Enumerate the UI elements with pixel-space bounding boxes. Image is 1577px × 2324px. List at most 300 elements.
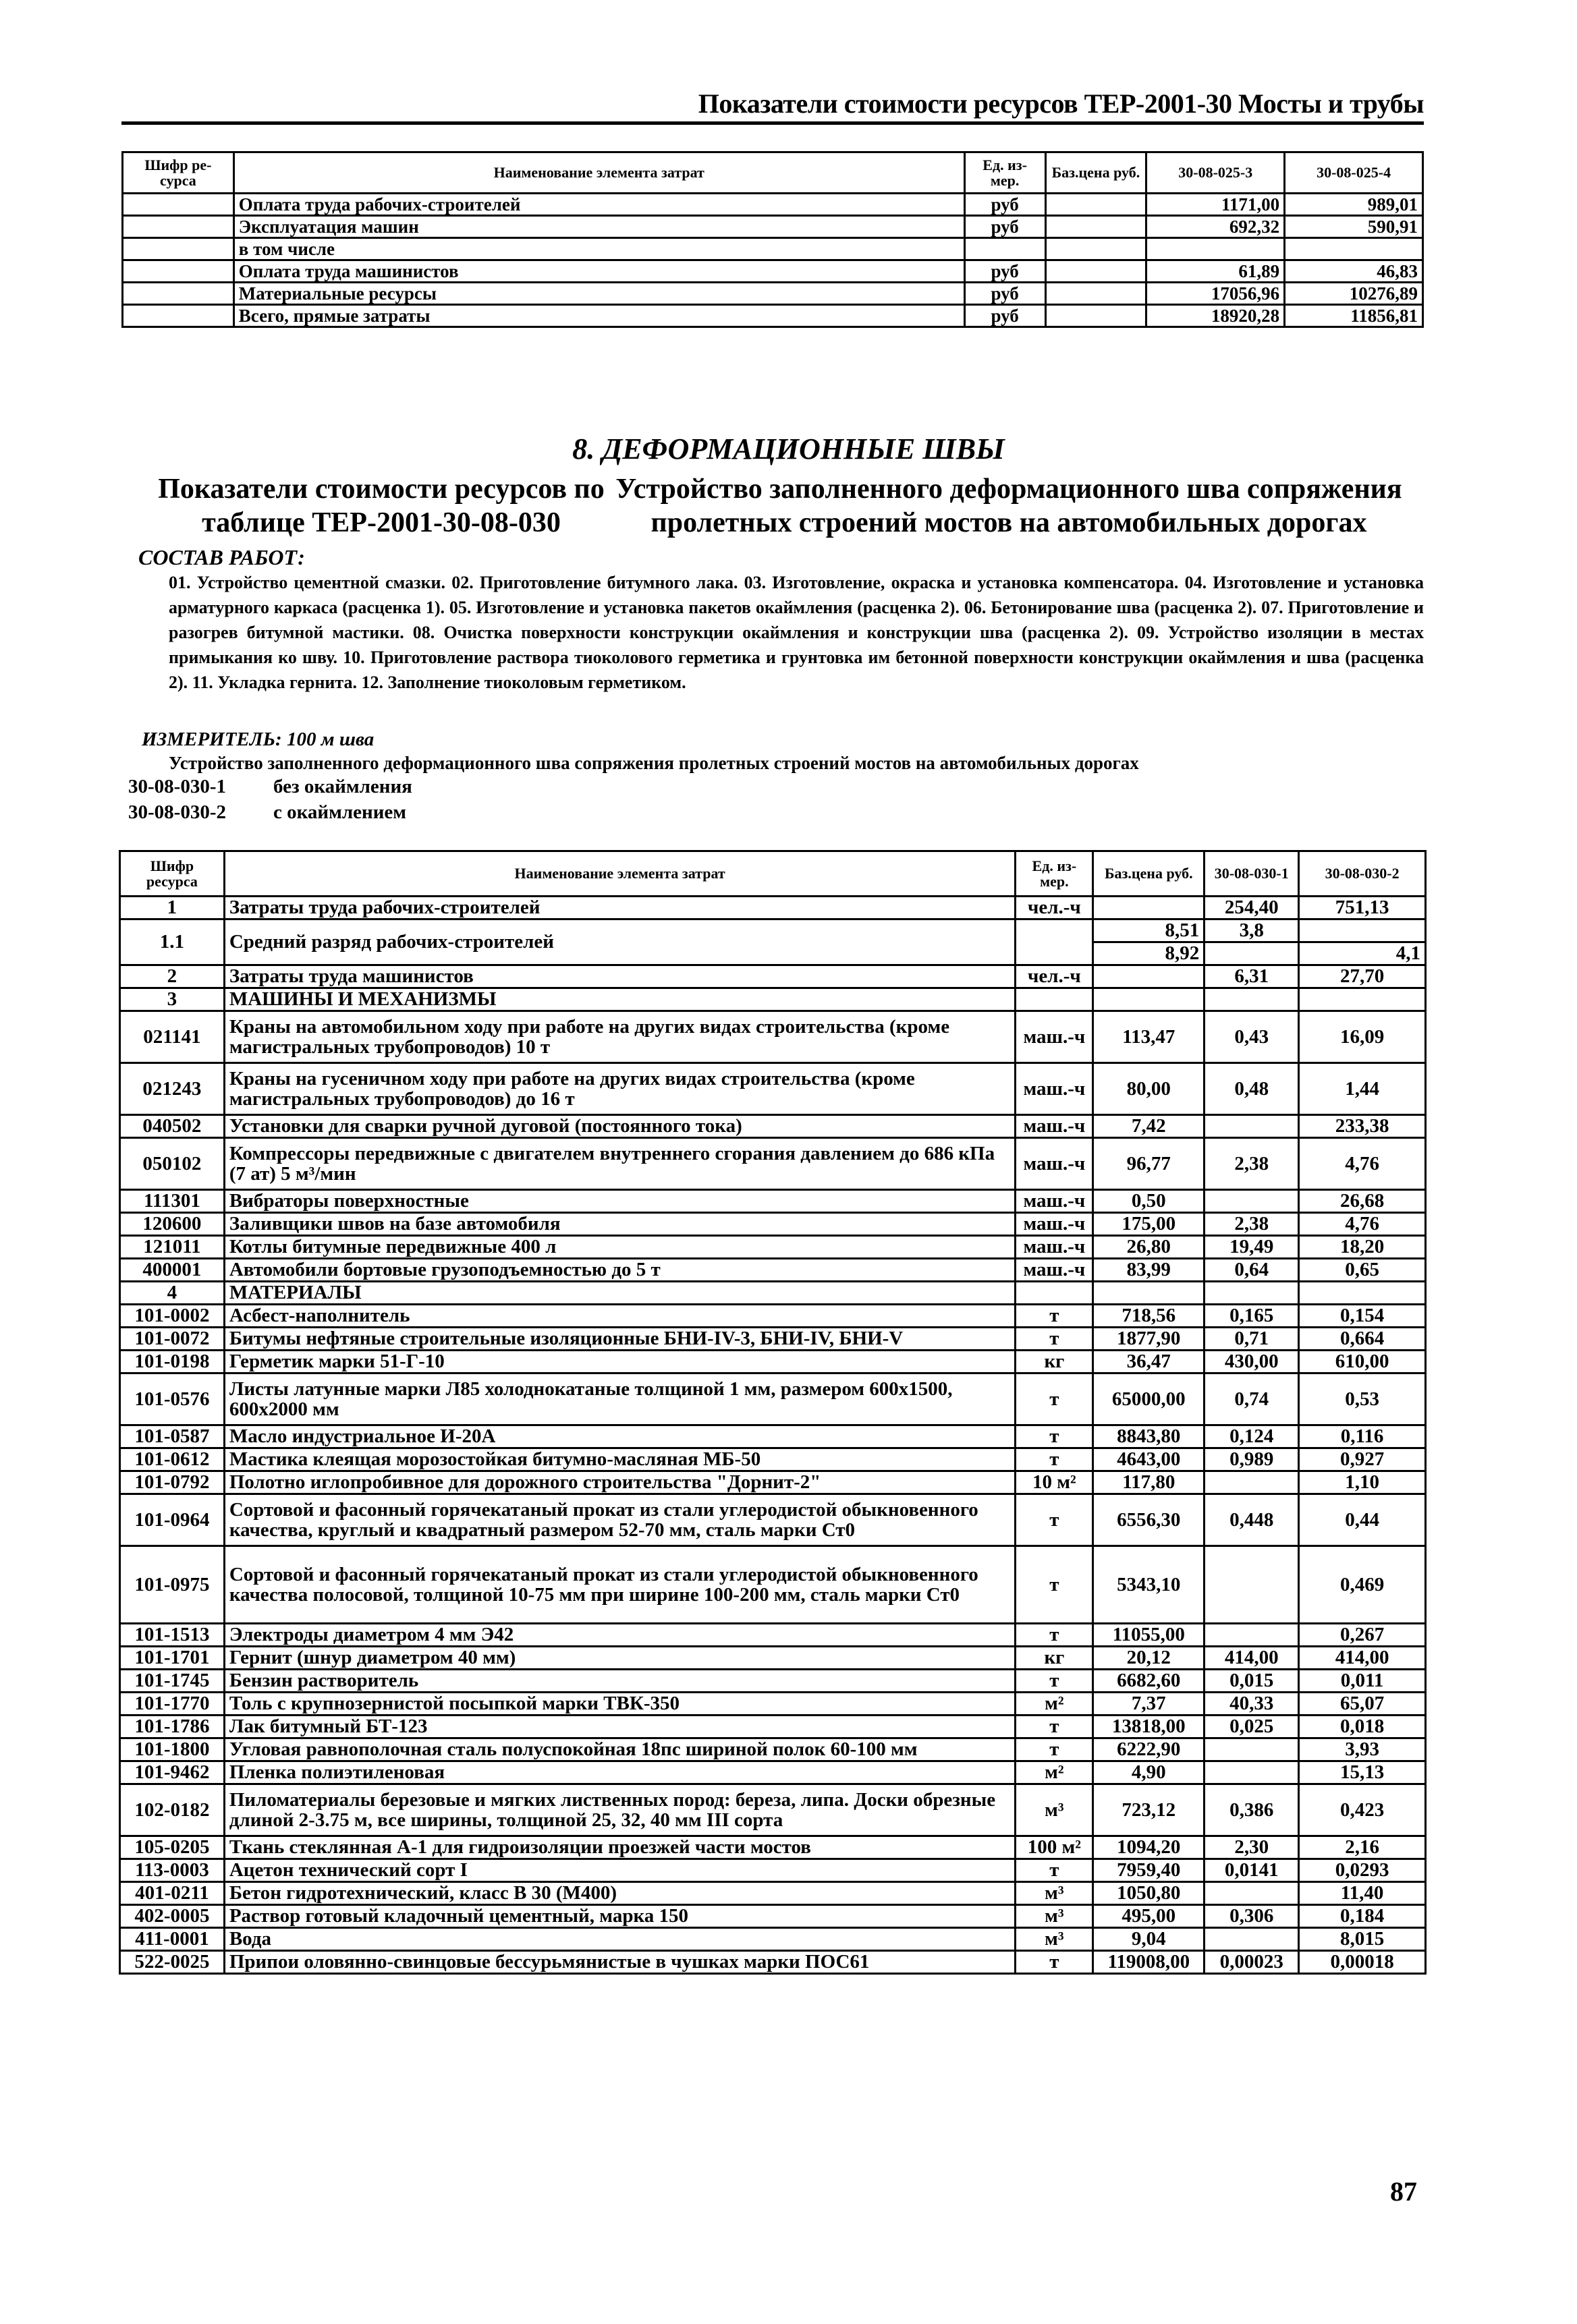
cell-name: Битумы нефтяные строительные изоляционные БНИ-IV-3, БНИ-IV, БНИ-V	[224, 1328, 1016, 1351]
cell-base-price: 8,92	[1093, 942, 1205, 965]
cell-base-price: 723,12	[1093, 1784, 1205, 1836]
table-row	[120, 988, 1426, 1011]
table-row	[123, 216, 1423, 238]
cell-v1: 2,38	[1205, 1138, 1299, 1190]
table-row	[120, 1115, 1426, 1138]
table-row	[120, 1305, 1426, 1328]
cell-v1	[1205, 1738, 1299, 1761]
cell-base-price: 20,12	[1093, 1647, 1205, 1670]
cell-unit	[1016, 988, 1093, 1011]
table-row	[120, 1138, 1426, 1190]
cell-code: 102-0182	[120, 1784, 225, 1836]
cell-unit: м³	[1016, 1784, 1093, 1836]
cell-code: 101-0198	[120, 1351, 225, 1373]
cell-v1	[1205, 1190, 1299, 1213]
sostav-heading: СОСТАВ РАБОТ:	[138, 545, 305, 569]
table-row	[123, 238, 1423, 260]
cell-base-price	[1045, 238, 1146, 260]
cell-name: Эксплуатация машин	[233, 216, 964, 238]
cell-unit: руб	[964, 194, 1045, 216]
izmeritel: ИЗМЕРИТЕЛЬ: 100 м шва	[142, 729, 375, 750]
table-row	[120, 1259, 1426, 1282]
cell-name: Средний разряд рабочих-строителей	[224, 919, 1016, 965]
cell-v1	[1205, 988, 1299, 1011]
cell-unit: руб	[964, 260, 1045, 283]
cell-v2: 0,65	[1299, 1259, 1426, 1282]
col-header-name: Наименование элемента затрат	[233, 152, 964, 194]
cell-base-price	[1045, 194, 1146, 216]
cell-base-price: 11055,00	[1093, 1624, 1205, 1647]
cell-v1	[1205, 942, 1299, 965]
cell-v2	[1299, 919, 1426, 942]
table-header-row	[120, 851, 1426, 897]
cell-code: 111301	[120, 1190, 225, 1213]
cell-base-price	[1093, 965, 1205, 988]
cell-v1: 0,64	[1205, 1259, 1299, 1282]
cell-base-price: 36,47	[1093, 1351, 1205, 1373]
table-row	[120, 1624, 1426, 1647]
cell-name: Пиломатериалы березовые и мягких лиственных пород: береза, липа. Доски обрезные длиной 2-3.75 м, все ширины, толщиной 25, 32, 40 мм III сорта	[224, 1784, 1016, 1836]
cell-unit: кг	[1016, 1647, 1093, 1670]
col-header-v2: 30-08-025-4	[1285, 152, 1423, 194]
table-row	[120, 1063, 1426, 1115]
cell-name: Лак битумный БТ-123	[224, 1716, 1016, 1738]
cell-v2: 0,011	[1299, 1670, 1426, 1693]
cell-unit: м³	[1016, 1882, 1093, 1905]
cell-v2: 233,38	[1299, 1115, 1426, 1138]
cell-code	[123, 194, 234, 216]
cell-code	[123, 238, 234, 260]
cell-unit: т	[1016, 1670, 1093, 1693]
table-row	[120, 1328, 1426, 1351]
cell-code: 101-0576	[120, 1373, 225, 1425]
cell-name: Сортовой и фасонный горячекатаный прокат из стали углеродистой обыкновенного качества полосовой, толщиной 10-75 мм при ширине 100-200 мм, сталь марки Ст0	[224, 1546, 1016, 1624]
cell-base-price: 5343,10	[1093, 1546, 1205, 1624]
cell-base-price: 13818,00	[1093, 1716, 1205, 1738]
cell-base-price: 6556,30	[1093, 1494, 1205, 1546]
cell-code: 050102	[120, 1138, 225, 1190]
cell-base-price: 26,80	[1093, 1236, 1205, 1259]
cell-name: Герметик марки 51-Г-10	[224, 1351, 1016, 1373]
cell-code: 101-0612	[120, 1448, 225, 1471]
table-row	[120, 1905, 1426, 1928]
cell-v1: 414,00	[1205, 1647, 1299, 1670]
col-header-code: Шифр ре-сурса	[123, 152, 234, 194]
table-row	[120, 1425, 1426, 1448]
cell-name: Оплата труда машинистов	[233, 260, 964, 283]
cell-v2: 0,018	[1299, 1716, 1426, 1738]
cell-base-price: 1094,20	[1093, 1836, 1205, 1859]
cell-unit: маш.-ч	[1016, 1190, 1093, 1213]
cell-code: 101-0975	[120, 1546, 225, 1624]
cell-code: 1	[120, 897, 225, 919]
cell-unit: руб	[964, 216, 1045, 238]
table-row	[120, 1836, 1426, 1859]
table-row	[123, 305, 1423, 327]
cell-name: Затраты труда рабочих-строителей	[224, 897, 1016, 919]
cell-unit: маш.-ч	[1016, 1115, 1093, 1138]
cell-name: Вода	[224, 1928, 1016, 1951]
table-row	[120, 1738, 1426, 1761]
cell-v2: 11856,81	[1285, 305, 1423, 327]
col-header-v2: 30-08-030-2	[1299, 851, 1426, 897]
table-row	[120, 1928, 1426, 1951]
cell-v1: 40,33	[1205, 1693, 1299, 1716]
cell-v2: 8,015	[1299, 1928, 1426, 1951]
table-row	[123, 260, 1423, 283]
cell-v1: 6,31	[1205, 965, 1299, 988]
cell-v1: 18920,28	[1146, 305, 1285, 327]
cell-v2: 414,00	[1299, 1647, 1426, 1670]
cell-name: Всего, прямые затраты	[233, 305, 964, 327]
cell-base-price: 119008,00	[1093, 1951, 1205, 1974]
cell-v1: 0,165	[1205, 1305, 1299, 1328]
col-header-base-price: Баз.цена руб.	[1093, 851, 1205, 897]
cell-name: МАТЕРИАЛЫ	[224, 1282, 1016, 1305]
table-row	[123, 283, 1423, 305]
right-title: Устройство заполненного деформационного шва сопряжения пролетных строений мостов на автомобильных дорогах	[615, 474, 1402, 539]
cell-base-price	[1093, 1282, 1205, 1305]
cell-name: Затраты труда машинистов	[224, 965, 1016, 988]
cell-code: 101-1513	[120, 1624, 225, 1647]
cell-code: 3	[120, 988, 225, 1011]
cell-base-price: 113,47	[1093, 1011, 1205, 1063]
cell-name: Пленка полиэтиленовая	[224, 1761, 1016, 1784]
cell-v2: 18,20	[1299, 1236, 1426, 1259]
cell-base-price: 718,56	[1093, 1305, 1205, 1328]
cell-base-price: 8843,80	[1093, 1425, 1205, 1448]
cell-v2	[1285, 238, 1423, 260]
cell-unit: кг	[1016, 1351, 1093, 1373]
cell-unit: 10 м²	[1016, 1471, 1093, 1494]
cell-name: Заливщики швов на базе автомобиля	[224, 1213, 1016, 1236]
cell-base-price: 96,77	[1093, 1138, 1205, 1190]
cell-code: 021243	[120, 1063, 225, 1115]
cell-v2: 4,76	[1299, 1138, 1426, 1190]
cell-code	[123, 216, 234, 238]
table-row	[120, 1236, 1426, 1259]
cell-name: Материальные ресурсы	[233, 283, 964, 305]
cell-unit	[1016, 919, 1093, 965]
cell-unit: т	[1016, 1716, 1093, 1738]
cell-code: 401-0211	[120, 1882, 225, 1905]
cell-v2: 0,927	[1299, 1448, 1426, 1471]
cell-v1: 0,306	[1205, 1905, 1299, 1928]
cell-unit: м³	[1016, 1905, 1093, 1928]
table-row	[120, 1213, 1426, 1236]
col-header-code: Шифр ресурса	[120, 851, 225, 897]
cell-base-price	[1045, 305, 1146, 327]
cell-v2: 27,70	[1299, 965, 1426, 988]
cell-v2: 590,91	[1285, 216, 1423, 238]
cell-name: Компрессоры передвижные с двигателем внутреннего сгорания давлением до 686 кПа (7 ат) 5 м³/мин	[224, 1138, 1016, 1190]
cell-name: Ацетон технический сорт I	[224, 1859, 1016, 1882]
cell-name: Автомобили бортовые грузоподъемностью до 5 т	[224, 1259, 1016, 1282]
header-rule	[121, 121, 1424, 125]
cell-base-price: 7,37	[1093, 1693, 1205, 1716]
table-row	[120, 1693, 1426, 1716]
cell-base-price: 1050,80	[1093, 1882, 1205, 1905]
cell-v2: 0,154	[1299, 1305, 1426, 1328]
cell-v2: 0,116	[1299, 1425, 1426, 1448]
cell-unit: т	[1016, 1425, 1093, 1448]
code-id: 30-08-030-2	[128, 801, 226, 823]
cell-v1: 0,386	[1205, 1784, 1299, 1836]
cell-v2: 4,76	[1299, 1213, 1426, 1236]
cell-v1: 0,025	[1205, 1716, 1299, 1738]
cell-code: 121011	[120, 1236, 225, 1259]
cell-unit: руб	[964, 305, 1045, 327]
resource-cost-table-2	[119, 850, 1427, 1975]
cell-unit	[1016, 1282, 1093, 1305]
cell-code: 101-0002	[120, 1305, 225, 1328]
table-row	[123, 194, 1423, 216]
cell-v2: 11,40	[1299, 1882, 1426, 1905]
code-text: без окаймления	[273, 776, 412, 797]
cell-name: Сортовой и фасонный горячекатаный прокат из стали углеродистой обыкновенного качества, круглый и квадратный размером 52-70 мм, сталь марки Ст0	[224, 1494, 1016, 1546]
cell-v2: 3,93	[1299, 1738, 1426, 1761]
cell-unit: т	[1016, 1624, 1093, 1647]
cell-base-price	[1045, 216, 1146, 238]
table-row	[120, 1494, 1426, 1546]
cell-v1: 17056,96	[1146, 283, 1285, 305]
cell-base-price	[1093, 897, 1205, 919]
cell-unit: т	[1016, 1305, 1093, 1328]
cell-name: Установки для сварки ручной дуговой (постоянного тока)	[224, 1115, 1016, 1138]
cell-code: 101-1701	[120, 1647, 225, 1670]
cell-unit: м²	[1016, 1693, 1093, 1716]
cell-v2: 0,184	[1299, 1905, 1426, 1928]
cell-v1: 61,89	[1146, 260, 1285, 283]
cell-name: в том числе	[233, 238, 964, 260]
cell-unit: маш.-ч	[1016, 1011, 1093, 1063]
cell-unit: т	[1016, 1373, 1093, 1425]
cell-v1: 0,124	[1205, 1425, 1299, 1448]
cell-code: 101-1786	[120, 1716, 225, 1738]
cell-base-price	[1093, 988, 1205, 1011]
table-row	[120, 1190, 1426, 1213]
cell-unit: т	[1016, 1859, 1093, 1882]
table-row	[120, 1859, 1426, 1882]
cell-code	[123, 283, 234, 305]
cell-name: Листы латунные марки Л85 холоднокатаные толщиной 1 мм, размером 600х1500, 600х2000 мм	[224, 1373, 1016, 1425]
cell-v1: 0,015	[1205, 1670, 1299, 1693]
cell-unit: т	[1016, 1328, 1093, 1351]
cell-code: 522-0025	[120, 1951, 225, 1974]
cell-v2: 0,53	[1299, 1373, 1426, 1425]
cell-v2: 751,13	[1299, 897, 1426, 919]
col-header-base-price: Баз.цена руб.	[1045, 152, 1146, 194]
cell-v1	[1205, 1282, 1299, 1305]
cell-v2: 0,0293	[1299, 1859, 1426, 1882]
cell-name: Угловая равнополочная сталь полуспокойная 18пс шириной полок 60-100 мм	[224, 1738, 1016, 1761]
cell-unit: маш.-ч	[1016, 1138, 1093, 1190]
code-line	[128, 801, 406, 824]
cell-v1: 0,00023	[1205, 1951, 1299, 1974]
cell-base-price: 495,00	[1093, 1905, 1205, 1928]
cell-unit: маш.-ч	[1016, 1213, 1093, 1236]
cell-v2: 0,267	[1299, 1624, 1426, 1647]
cell-v2: 26,68	[1299, 1190, 1426, 1213]
cell-v1	[1205, 1928, 1299, 1951]
table-row	[120, 1784, 1426, 1836]
cell-v2: 46,83	[1285, 260, 1423, 283]
cell-name: Бензин растворитель	[224, 1670, 1016, 1693]
col-header-unit: Ед. из-мер.	[1016, 851, 1093, 897]
work-description: Устройство заполненного деформационного шва сопряжения пролетных строений мостов на автомобильных дорогах	[169, 753, 1139, 773]
cell-v2: 2,16	[1299, 1836, 1426, 1859]
cell-name: Гернит (шнур диаметром 40 мм)	[224, 1647, 1016, 1670]
cell-code: 101-0072	[120, 1328, 225, 1351]
table-row	[120, 1761, 1426, 1784]
cell-v2: 1,10	[1299, 1471, 1426, 1494]
cell-name: Толь с крупнозернистой посыпкой марки ТВК-350	[224, 1693, 1016, 1716]
table-row	[120, 1951, 1426, 1974]
cell-v2	[1299, 988, 1426, 1011]
col-header-v1: 30-08-030-1	[1205, 851, 1299, 897]
cell-code: 101-0792	[120, 1471, 225, 1494]
cell-v2: 1,44	[1299, 1063, 1426, 1115]
cell-unit: м³	[1016, 1928, 1093, 1951]
table-row	[120, 1882, 1426, 1905]
section-title: 8. ДЕФОРМАЦИОННЫЕ ШВЫ	[572, 432, 1005, 465]
table-row	[120, 1351, 1426, 1373]
cell-base-price: 6222,90	[1093, 1738, 1205, 1761]
cell-code: 4	[120, 1282, 225, 1305]
cell-code: 113-0003	[120, 1859, 225, 1882]
cell-name: Электроды диаметром 4 мм Э42	[224, 1624, 1016, 1647]
cell-unit: маш.-ч	[1016, 1259, 1093, 1282]
cell-v1: 0,48	[1205, 1063, 1299, 1115]
cell-name: Вибраторы поверхностные	[224, 1190, 1016, 1213]
cell-code: 101-9462	[120, 1761, 225, 1784]
table-row	[120, 1373, 1426, 1425]
cell-unit: т	[1016, 1951, 1093, 1974]
cell-v2: 16,09	[1299, 1011, 1426, 1063]
cell-v1: 19,49	[1205, 1236, 1299, 1259]
cell-name: Котлы битумные передвижные 400 л	[224, 1236, 1016, 1259]
cell-code	[123, 305, 234, 327]
cell-name: Раствор готовый кладочный цементный, марка 150	[224, 1905, 1016, 1928]
cell-base-price: 4643,00	[1093, 1448, 1205, 1471]
table-row	[120, 1448, 1426, 1471]
cell-v1	[1146, 238, 1285, 260]
cell-unit: т	[1016, 1738, 1093, 1761]
cell-unit	[964, 238, 1045, 260]
cell-code: 105-0205	[120, 1836, 225, 1859]
cell-name: Ткань стеклянная А-1 для гидроизоляции проезжей части мостов	[224, 1836, 1016, 1859]
cell-code: 402-0005	[120, 1905, 225, 1928]
table-row	[120, 1282, 1426, 1305]
cell-name: МАШИНЫ И МЕХАНИЗМЫ	[224, 988, 1016, 1011]
cell-code: 120600	[120, 1213, 225, 1236]
table-row	[120, 965, 1426, 988]
page-header-title: Показатели стоимости ресурсов ТЕР-2001-30 Мосты и трубы	[698, 88, 1424, 119]
table-row	[120, 1011, 1426, 1063]
cell-code	[123, 260, 234, 283]
cell-v2: 0,664	[1299, 1328, 1426, 1351]
cell-v1	[1205, 1882, 1299, 1905]
cell-name: Оплата труда рабочих-строителей	[233, 194, 964, 216]
cell-code: 101-1800	[120, 1738, 225, 1761]
cell-v1: 1171,00	[1146, 194, 1285, 216]
cell-base-price: 7,42	[1093, 1115, 1205, 1138]
cell-unit: т	[1016, 1494, 1093, 1546]
cell-v1	[1205, 1471, 1299, 1494]
cell-v1	[1205, 1546, 1299, 1624]
cell-v1: 254,40	[1205, 897, 1299, 919]
cell-v1: 0,448	[1205, 1494, 1299, 1546]
cell-name: Бетон гидротехнический, класс В 30 (М400)	[224, 1882, 1016, 1905]
cell-v2	[1299, 1282, 1426, 1305]
cell-v1: 430,00	[1205, 1351, 1299, 1373]
cell-v2: 0,423	[1299, 1784, 1426, 1836]
cell-name: Масло индустриальное И-20А	[224, 1425, 1016, 1448]
cell-base-price: 65000,00	[1093, 1373, 1205, 1425]
cell-unit: руб	[964, 283, 1045, 305]
cell-base-price: 8,51	[1093, 919, 1205, 942]
cell-name: Асбест-наполнитель	[224, 1305, 1016, 1328]
cell-base-price: 175,00	[1093, 1213, 1205, 1236]
cell-code: 021141	[120, 1011, 225, 1063]
cell-code: 411-0001	[120, 1928, 225, 1951]
cell-base-price: 9,04	[1093, 1928, 1205, 1951]
table-header-row	[123, 152, 1423, 194]
left-title: Показатели стоимости ресурсов по таблице ТЕР-2001-30-08-030	[158, 474, 605, 539]
col-header-name: Наименование элемента затрат	[224, 851, 1016, 897]
cell-code: 101-1745	[120, 1670, 225, 1693]
code-line	[128, 776, 412, 798]
cell-unit: чел.-ч	[1016, 897, 1093, 919]
table-row	[120, 1670, 1426, 1693]
cell-code: 400001	[120, 1259, 225, 1282]
sostav-text: 01. Устройство цементной смазки. 02. Приготовление битумного лака. 03. Изготовление, окраска и установка компенсатора. 04. Изготовление и установка арматурного каркаса (расценка 1). 05. Изготовление и установка пакетов окаймления (расценка 2). 06. Бетонирование шва (расценка 2). 07. Приготовление и разогрев битумной мастики. 08. Очистка поверхности конструкции окаймления и конструкции шва (расценка 2). 09. Устройство изоляции в местах примыкания ко шву. 10. Приготовление раствора тиоколового герметика и грунтовка им бетонной поверхности конструкции окаймления и шва (расценка 2). 11. Укладка гернита. 12. Заполнение тиоколовым герметиком.	[169, 573, 1424, 692]
cell-v1: 2,38	[1205, 1213, 1299, 1236]
code-text: с окаймлением	[273, 801, 407, 823]
cell-unit: чел.-ч	[1016, 965, 1093, 988]
cell-v2: 15,13	[1299, 1761, 1426, 1784]
cell-name: Мастика клеящая морозостойкая битумно-масляная МБ-50	[224, 1448, 1016, 1471]
cell-base-price: 6682,60	[1093, 1670, 1205, 1693]
cell-v1: 692,32	[1146, 216, 1285, 238]
cell-v1: 2,30	[1205, 1836, 1299, 1859]
cell-v2: 989,01	[1285, 194, 1423, 216]
cell-code: 101-1770	[120, 1693, 225, 1716]
cell-unit: маш.-ч	[1016, 1063, 1093, 1115]
col-header-unit: Ед. из-мер.	[964, 152, 1045, 194]
cell-v1	[1205, 1761, 1299, 1784]
cell-base-price	[1045, 260, 1146, 283]
cell-name: Припои оловянно-свинцовые бессурьмянистые в чушках марки ПОС61	[224, 1951, 1016, 1974]
cell-base-price: 80,00	[1093, 1063, 1205, 1115]
cell-v1: 3,8	[1205, 919, 1299, 942]
table-row	[120, 1546, 1426, 1624]
col-header-v1: 30-08-025-3	[1146, 152, 1285, 194]
page-number: 87	[1390, 2176, 1417, 2207]
cell-unit: т	[1016, 1546, 1093, 1624]
cell-unit: 100 м²	[1016, 1836, 1093, 1859]
cell-name: Краны на автомобильном ходу при работе на других видах строительства (кроме магистральных трубопроводов) 10 т	[224, 1011, 1016, 1063]
cell-v1: 0,43	[1205, 1011, 1299, 1063]
cell-v1: 0,0141	[1205, 1859, 1299, 1882]
cell-v2: 10276,89	[1285, 283, 1423, 305]
code-id: 30-08-030-1	[128, 776, 226, 797]
cell-base-price: 1877,90	[1093, 1328, 1205, 1351]
cell-name: Краны на гусеничном ходу при работе на других видах строительства (кроме магистральных трубопроводов) до 16 т	[224, 1063, 1016, 1115]
cell-v2: 0,44	[1299, 1494, 1426, 1546]
table-row	[120, 1471, 1426, 1494]
cell-v1	[1205, 1624, 1299, 1647]
